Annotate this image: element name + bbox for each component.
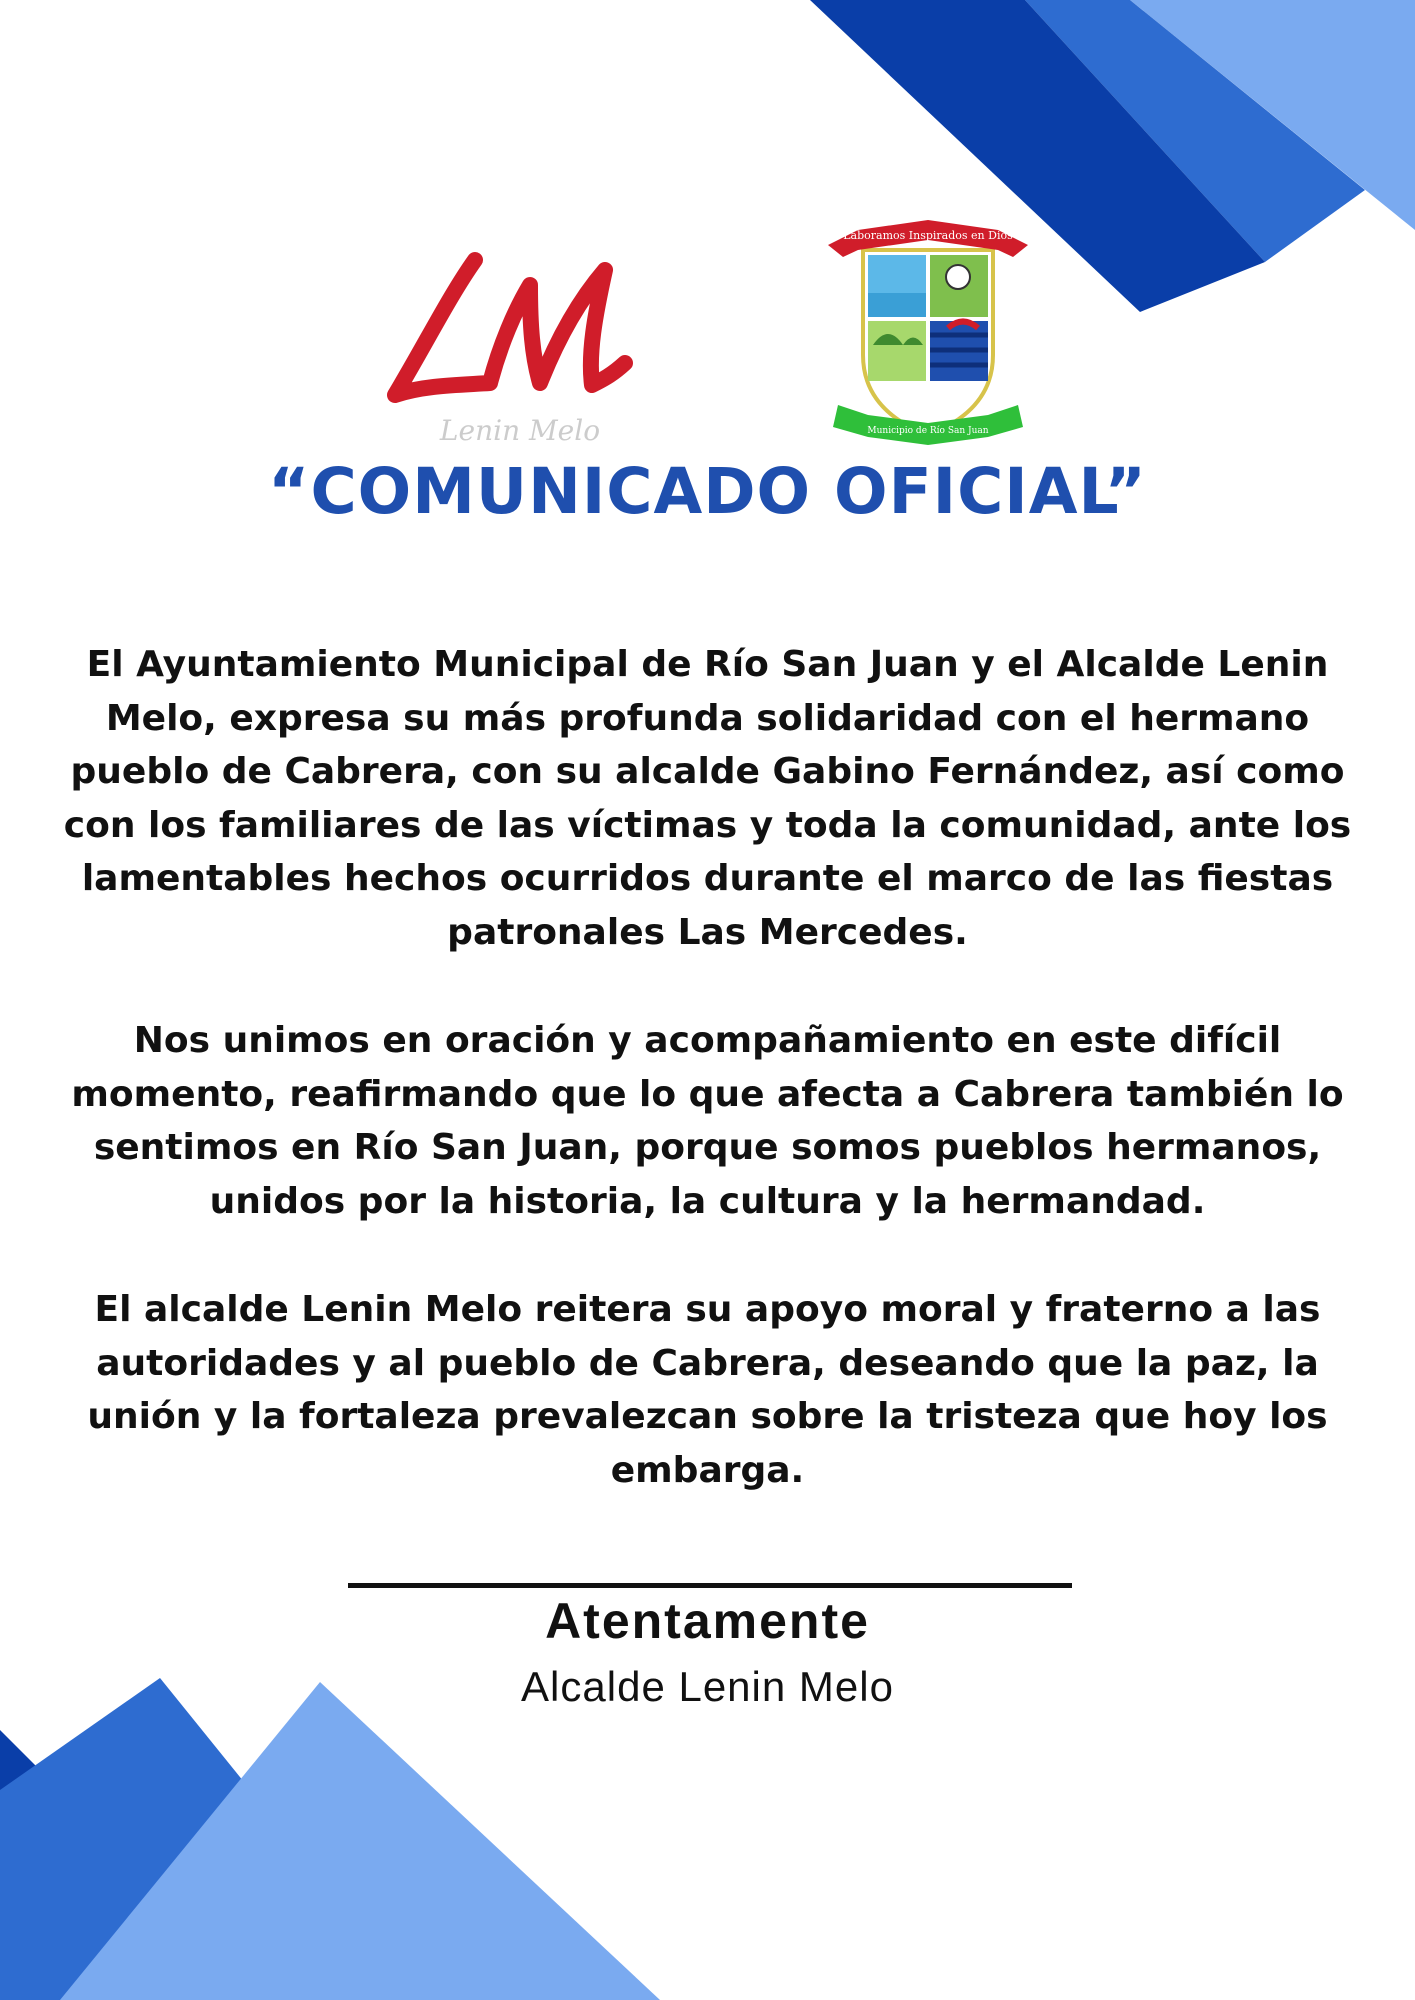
crest-water-panel [868, 293, 926, 317]
municipal-crest [818, 205, 1038, 450]
statement-paragraph-3: El alcalde Lenin Melo reitera su apoyo moral y fraterno a las autoridades y al pueblo de Cabrera, deseando que la paz, la unión y la fortaleza prevalezcan sobre la tristeza que hoy los embarga. [87, 1289, 1328, 1491]
signature-line [348, 1583, 1072, 1588]
crest-sun [946, 265, 970, 289]
crest-trees-panel [868, 321, 926, 381]
statement-paragraph-2: Nos unimos en oración y acompañamiento en este difícil momento, reafirmando que lo que afecta a Cabrera también lo sentimos en Río San Juan, porque somos pueblos hermanos, unidos por la historia, la cultura y la hermandad. [71, 1020, 1344, 1222]
lm-logo-mark [395, 260, 625, 395]
page-title: “COMUNICADO OFICIAL” [268, 455, 1147, 528]
valediction: Atentamente [545, 1593, 870, 1649]
lm-logo-signature: Lenin Melo [439, 414, 601, 447]
statement-body [60, 638, 1355, 1552]
crest-banner-top-text: Laboramos Inspirados en Dios [843, 229, 1013, 242]
crest-banner-bottom-text: Municipio de Río San Juan [867, 426, 989, 436]
signer-name: Alcalde Lenin Melo [521, 1663, 894, 1710]
lm-logo [380, 235, 660, 455]
statement-paragraph-1: El Ayuntamiento Municipal de Río San Juan y el Alcalde Lenin Melo, expresa su más profunda solidaridad con el hermano pueblo de Cabrera, con su alcalde Gabino Fernández, así como con los familiares de las víctimas y toda la comunidad, ante los lamentables hechos ocurridos durante el marco de las fiestas patronales Las Mercedes. [63, 644, 1352, 953]
